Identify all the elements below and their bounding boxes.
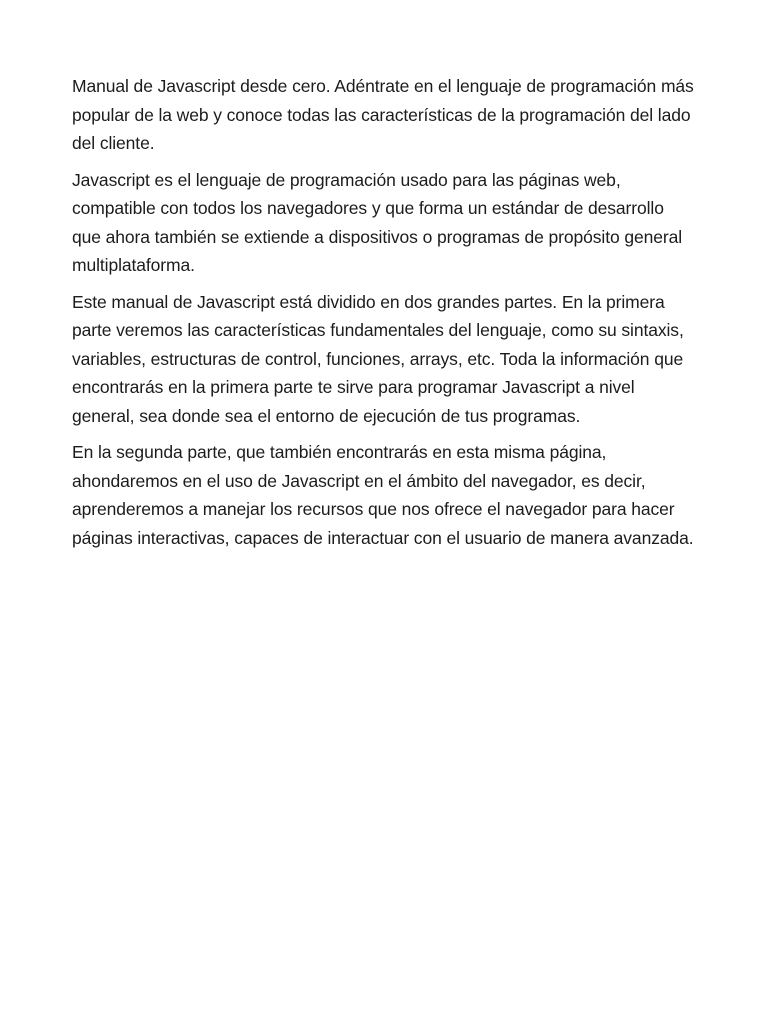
second-part-paragraph: En la segunda parte, que también encontrarás en esta misma página, ahondaremos en el uso de Javascript en el ámbito del navegador, es decir, aprenderemos a manejar los recursos que nos ofrece el navegador para hacer páginas interactivas, capaces de interactuar con el usuario de manera avanzada. [72, 442, 694, 548]
description-paragraph: Javascript es el lenguaje de programación usado para las páginas web, compatible con todos los navegadores y que forma un estándar de desarrollo que ahora también se extiende a dispositivos o programas de propósito general multiplataforma. [72, 169, 683, 275]
first-part-paragraph: Este manual de Javascript está dividido en dos grandes partes. En la primera parte veremos las características fundamentales del lenguaje, como su sintaxis, variables, estructuras de control, funciones, arrays, etc. Toda la información que encontrarás en la primera parte te sirve para programar Javascript a nivel general, sea donde sea el entorno de ejecución de tus programas. [72, 291, 684, 426]
intro-paragraph: Manual de Javascript desde cero. Adéntrate en el lenguaje de programación más popular de la web y conoce todas las características de la programación del lado del cliente. [72, 76, 694, 153]
